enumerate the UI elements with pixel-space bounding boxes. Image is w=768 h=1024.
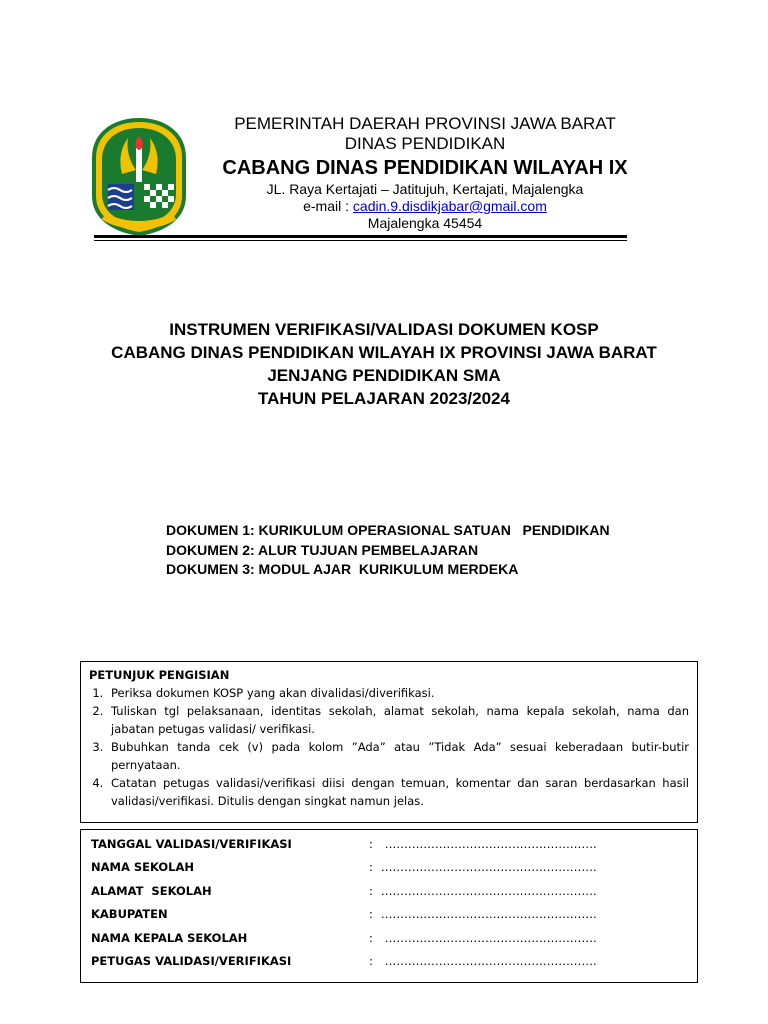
form-row-petugas xyxy=(91,950,687,974)
form-fill-line[interactable]: ....................................................... xyxy=(381,836,597,851)
form-colon: : xyxy=(369,836,373,851)
jawa-barat-emblem xyxy=(92,118,186,236)
title-line-3: JENJANG PENDIDIKAN SMA xyxy=(267,366,501,385)
instructions-box xyxy=(80,661,698,823)
form-label: NAMA SEKOLAH xyxy=(91,860,195,875)
email-line xyxy=(200,198,650,215)
document-item: DOKUMEN 3: MODUL AJAR KURIKULUM MERDEKA xyxy=(166,561,519,577)
form-label: ALAMAT SEKOLAH xyxy=(91,883,212,898)
letterhead-divider-thin xyxy=(94,240,627,241)
letterhead xyxy=(200,114,650,232)
form-label: KABUPATEN xyxy=(91,907,168,922)
form-colon: : xyxy=(369,860,373,875)
form-row-tanggal xyxy=(91,832,687,856)
title-line-4: TAHUN PELAJARAN 2023/2024 xyxy=(258,389,510,408)
document-item: DOKUMEN 1: KURIKULUM OPERASIONAL SATUAN PENDIDIKAN xyxy=(166,522,610,538)
identity-form xyxy=(80,829,698,983)
address: JL. Raya Kertajati – Jatitujuh, Kertajati, Majalengka xyxy=(266,181,584,197)
title-line-1: INSTRUMEN VERIFIKASI/VALIDASI DOKUMEN KOSP xyxy=(169,320,599,339)
instruction-item: 3. Bubuhkan tanda cek (v) pada kolom ”Ada” atau ”Tidak Ada” sesuai keberadaan butir-butir pernyataan. xyxy=(107,738,689,774)
form-colon: : xyxy=(369,954,373,969)
form-fill-line[interactable]: ........................................................ xyxy=(381,883,597,898)
form-fill-line[interactable]: ........................................................ xyxy=(381,907,597,922)
form-fill-line[interactable]: ....................................................... xyxy=(381,954,597,969)
instructions-list xyxy=(89,684,689,810)
form-colon: : xyxy=(369,883,373,898)
instruction-item: 2. Tuliskan tgl pelaksanaan, identitas sekolah, alamat sekolah, nama kepala sekolah, nama dan jabatan petugas validasi/ verifikasi. xyxy=(107,702,689,738)
form-label: PETUGAS VALIDASI/VERIFIKASI xyxy=(91,954,292,969)
form-label: TANGGAL VALIDASI/VERIFIKASI xyxy=(91,836,292,851)
email-link[interactable]: cadin.9.disdikjabar@gmail.com xyxy=(352,198,547,214)
form-row-alamat xyxy=(91,879,687,903)
form-fill-line[interactable]: ....................................................... xyxy=(381,930,597,945)
letterhead-divider-thick xyxy=(94,235,627,238)
branch-name: CABANG DINAS PENDIDIKAN WILAYAH IX xyxy=(222,157,628,179)
document-title xyxy=(60,318,708,410)
form-fill-line[interactable]: ........................................................ xyxy=(381,860,597,875)
form-row-kabupaten xyxy=(91,903,687,927)
form-row-kepala-sekolah xyxy=(91,926,687,950)
email-label: e-mail : xyxy=(303,198,353,214)
document-item: DOKUMEN 2: ALUR TUJUAN PEMBELAJARAN xyxy=(166,541,479,558)
form-label: NAMA KEPALA SEKOLAH xyxy=(91,930,248,945)
form-colon: : xyxy=(369,930,373,945)
documents-list xyxy=(166,521,610,580)
instructions-title: PETUNJUK PENGISIAN xyxy=(89,668,230,682)
instruction-item: 1. Periksa dokumen KOSP yang akan divalidasi/diverifikasi. xyxy=(107,684,689,702)
form-colon: : xyxy=(369,907,373,922)
government-name: PEMERINTAH DAERAH PROVINSI JAWA BARAT xyxy=(234,114,616,133)
title-line-2: CABANG DINAS PENDIDIKAN WILAYAH IX PROVINSI JAWA BARAT xyxy=(111,343,657,362)
agency-name: DINAS PENDIDIKAN xyxy=(344,134,506,153)
instruction-item: 4. Catatan petugas validasi/verifikasi diisi dengan temuan, komentar dan saran berdasarkan hasil validasi/verifikasi. Ditulis dengan singkat namun jelas. xyxy=(107,774,689,810)
city-postal: Majalengka 45454 xyxy=(367,215,483,231)
form-row-nama-sekolah xyxy=(91,856,687,880)
